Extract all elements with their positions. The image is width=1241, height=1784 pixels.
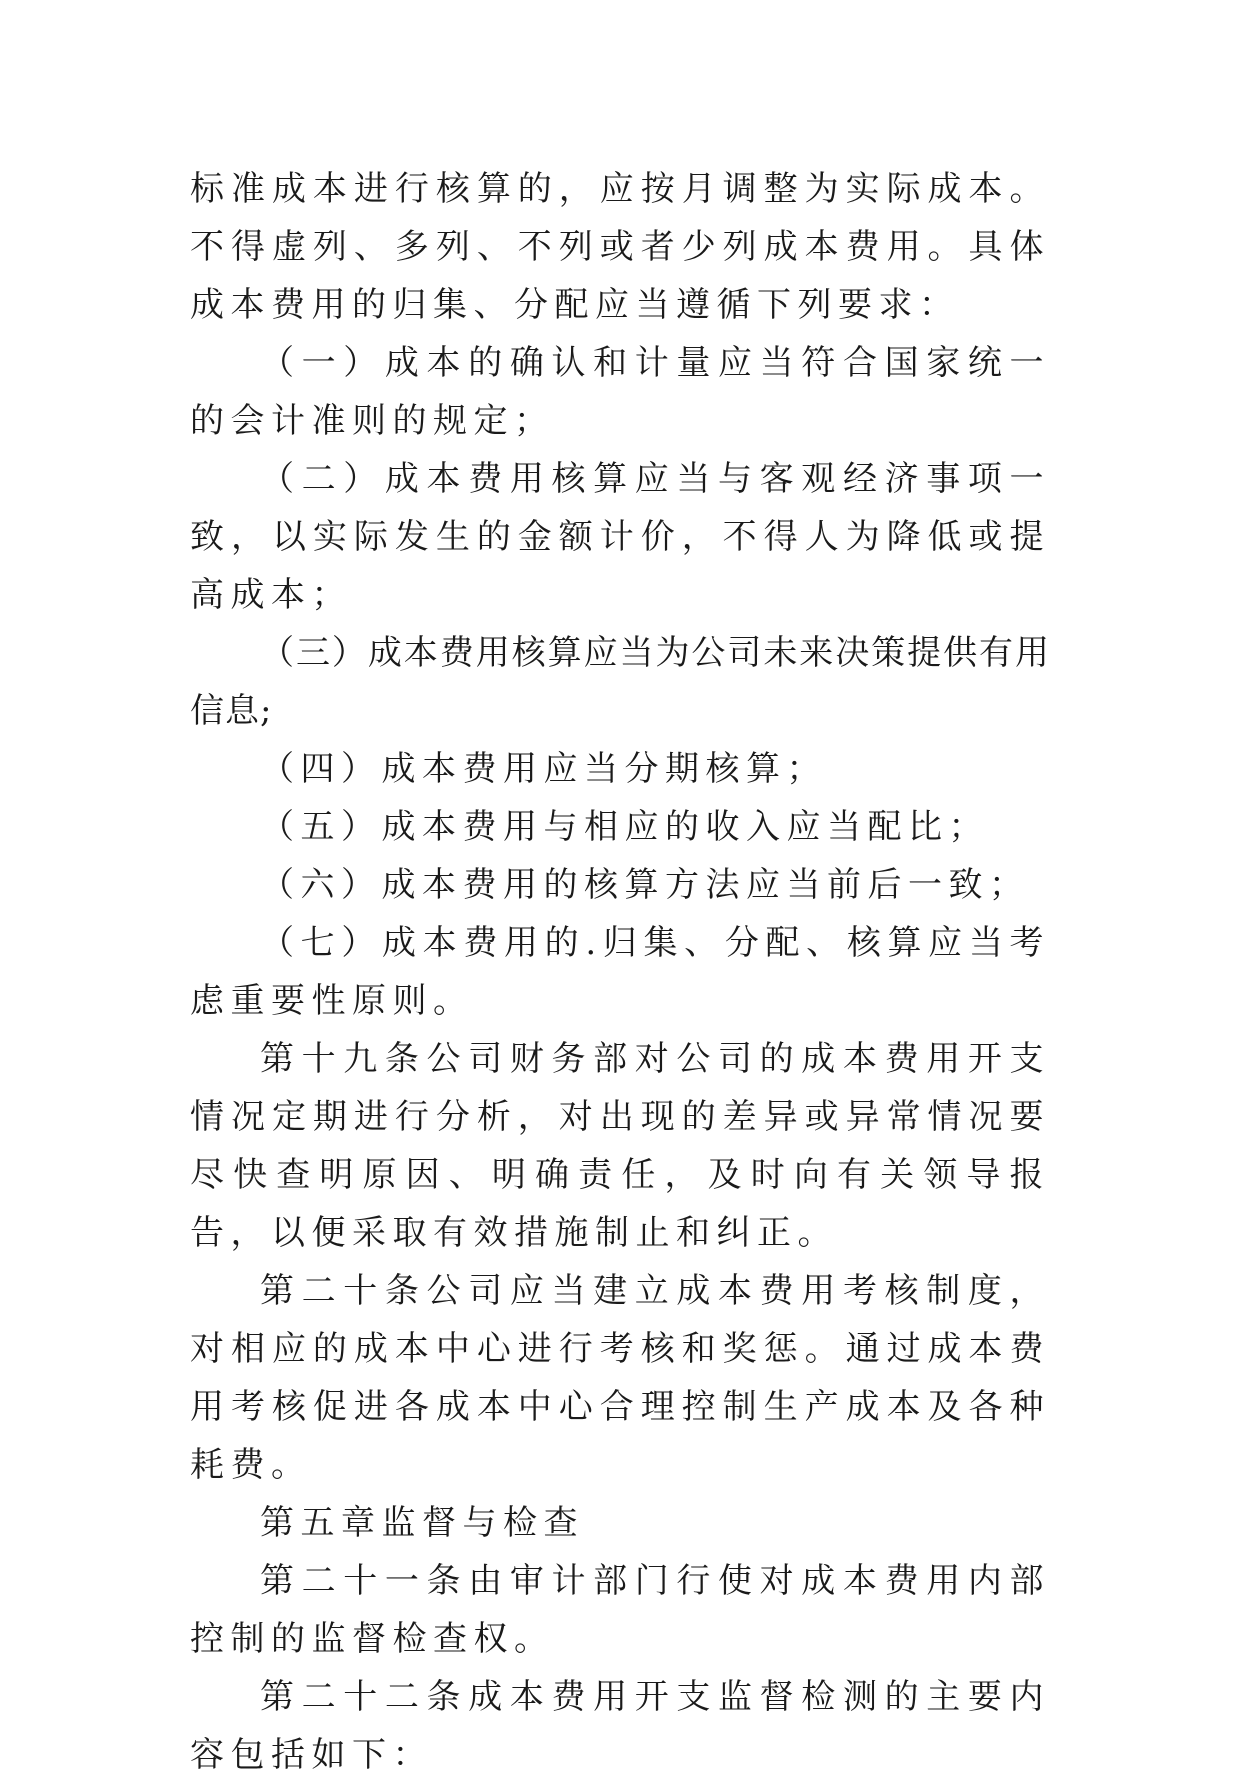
list-item-2: （二）成本费用核算应当与客观经济事项一致，以实际发生的金额计价，不得人为降低或提高成本；	[190, 459, 1050, 615]
article-22: 第二十二条成本费用开支监督检测的主要内容包括如下：	[190, 1677, 1050, 1775]
document-body	[190, 160, 1050, 1784]
article-20: 第二十条公司应当建立成本费用考核制度，对相应的成本中心进行考核和奖惩。通过成本费用考核促进各成本中心合理控制生产成本及各种耗费。	[190, 1271, 1050, 1485]
paragraph-cost-accounting-requirements: 标准成本进行核算的，应按月调整为实际成本。不得虚列、多列、不列或者少列成本费用。具体成本费用的归集、分配应当遵循下列要求：	[190, 169, 1050, 325]
list-item-5: （五）成本费用与相应的收入应当配比；	[260, 807, 989, 847]
list-item-6: （六）成本费用的核算方法应当前后一致；	[260, 865, 1030, 905]
article-21: 第二十一条由审计部门行使对成本费用内部控制的监督检查权。	[190, 1561, 1050, 1659]
list-item-1: （一）成本的确认和计量应当符合国家统一的会计准则的规定；	[190, 343, 1050, 441]
list-item-4: （四）成本费用应当分期核算；	[260, 749, 827, 789]
chapter-5-heading: 第五章监督与检查	[260, 1503, 584, 1543]
list-item-7: （七）成本费用的.归集、分配、核算应当考虑重要性原则。	[190, 923, 1050, 1021]
list-item-3: （三）成本费用核算应当为公司未来决策提供有用信息;	[190, 633, 1050, 731]
article-19: 第十九条公司财务部对公司的成本费用开支情况定期进行分析，对出现的差异或异常情况要尽快查明原因、明确责任，及时向有关领导报告，以便采取有效措施制止和纠正。	[190, 1039, 1050, 1253]
